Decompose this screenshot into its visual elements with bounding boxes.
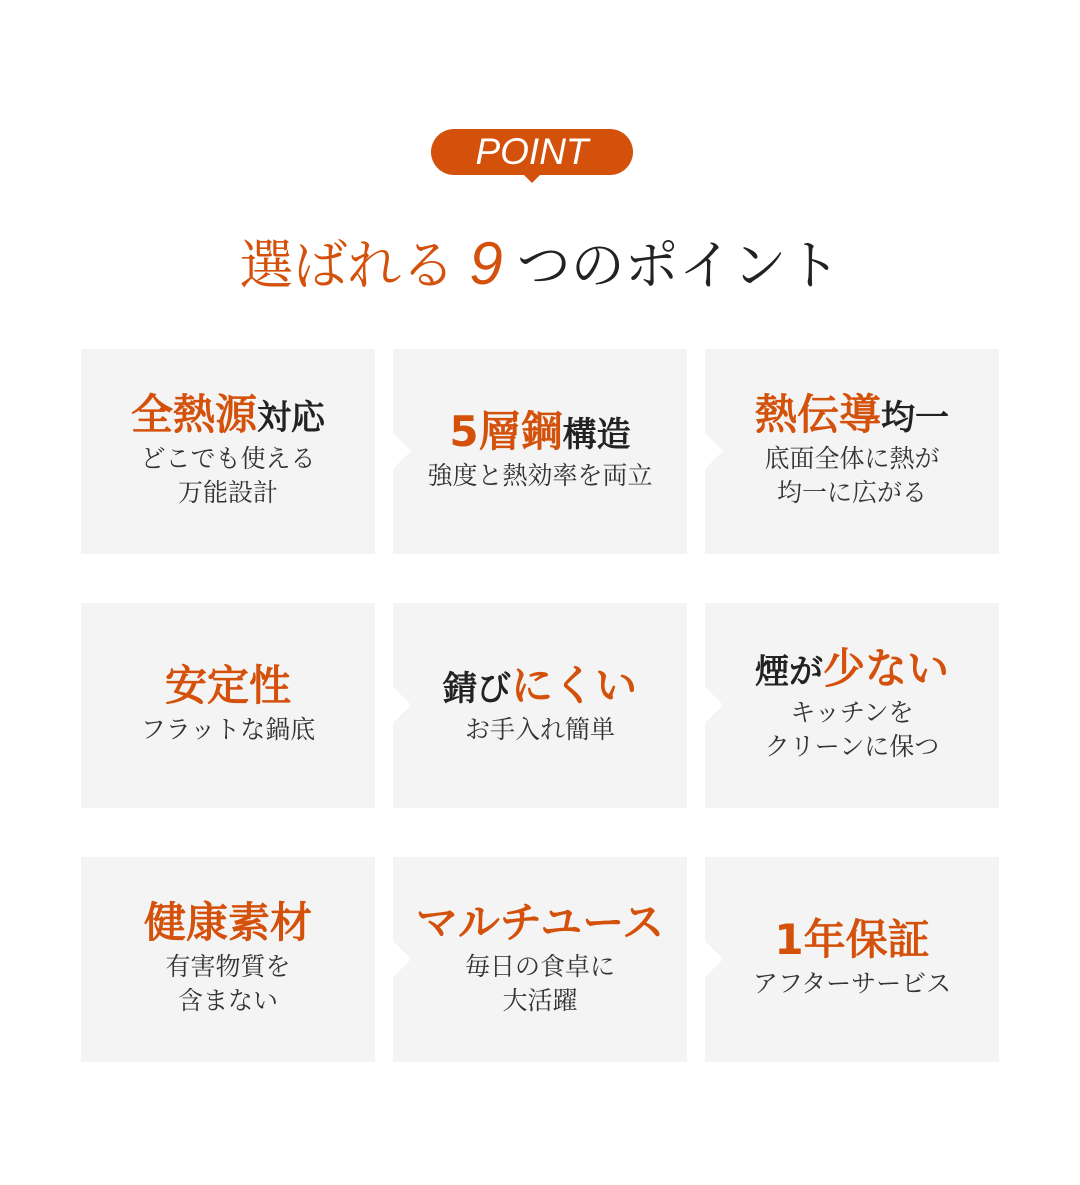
card-desc: お手入れ簡単	[464, 715, 615, 744]
card-title	[143, 898, 312, 948]
card-title	[442, 661, 637, 711]
point-card-5-layer-steel	[393, 349, 687, 554]
chevron-right-icon	[687, 669, 723, 741]
point-card-less-smoke	[705, 603, 999, 808]
card-title-accent: マルチユース	[415, 898, 665, 947]
title-part1: 選ばれる	[239, 234, 456, 297]
card-title-accent: 熱伝導	[754, 390, 881, 439]
card-title-dark: 構造	[562, 415, 631, 455]
card-title-accent: にくい	[510, 661, 637, 710]
card-title-dark: 錆び	[442, 669, 511, 709]
point-card-multi-use	[393, 857, 687, 1062]
card-desc: 底面全体に熱が 均一に広がる	[764, 444, 940, 507]
chevron-right-icon	[687, 415, 723, 487]
card-title	[754, 390, 949, 440]
chevron-right-icon	[687, 923, 723, 995]
chevron-right-icon	[375, 415, 411, 487]
card-title	[774, 915, 930, 965]
point-card-healthy-material	[81, 857, 375, 1062]
card-desc: アフターサービス	[752, 969, 952, 998]
card-desc: 有害物質を 含まない	[165, 952, 291, 1015]
card-title-accent: 安定性	[164, 661, 291, 710]
card-desc: 強度と熱効率を両立	[427, 461, 653, 490]
card-title-dark: 対応	[257, 398, 325, 438]
card-desc: どこでも使える 万能設計	[140, 444, 316, 507]
point-badge-tail	[522, 173, 542, 183]
card-desc: 毎日の食卓に 大活躍	[464, 952, 615, 1015]
point-card-rust-resistant	[393, 603, 687, 808]
chevron-right-icon	[375, 669, 411, 741]
card-desc: キッチンを クリーンに保つ	[764, 698, 940, 761]
card-title-dark: 煙が	[754, 652, 823, 692]
card-title-accent: 5層鋼	[449, 407, 563, 456]
card-desc: フラットな鍋底	[140, 715, 316, 744]
point-card-warranty	[705, 857, 999, 1062]
card-title-accent: 少ない	[822, 644, 949, 693]
card-title-dark: 均一	[881, 398, 949, 438]
card-title-accent: 全熱源	[130, 390, 257, 439]
point-card-all-heat-source	[81, 349, 375, 554]
card-title	[415, 898, 665, 948]
title-number: 9	[469, 230, 503, 297]
card-title-accent: 1年保証	[774, 915, 930, 964]
page-title	[0, 228, 1080, 302]
chevron-right-icon	[375, 923, 411, 995]
card-title-accent: 健康素材	[143, 898, 312, 947]
card-title	[754, 644, 949, 694]
title-part2: つのポイント	[516, 234, 841, 297]
point-badge: POINT	[431, 129, 633, 175]
card-title	[449, 407, 631, 457]
card-title	[164, 661, 291, 711]
point-card-heat-conduction	[705, 349, 999, 554]
point-card-stability	[81, 603, 375, 808]
card-title	[130, 390, 325, 440]
